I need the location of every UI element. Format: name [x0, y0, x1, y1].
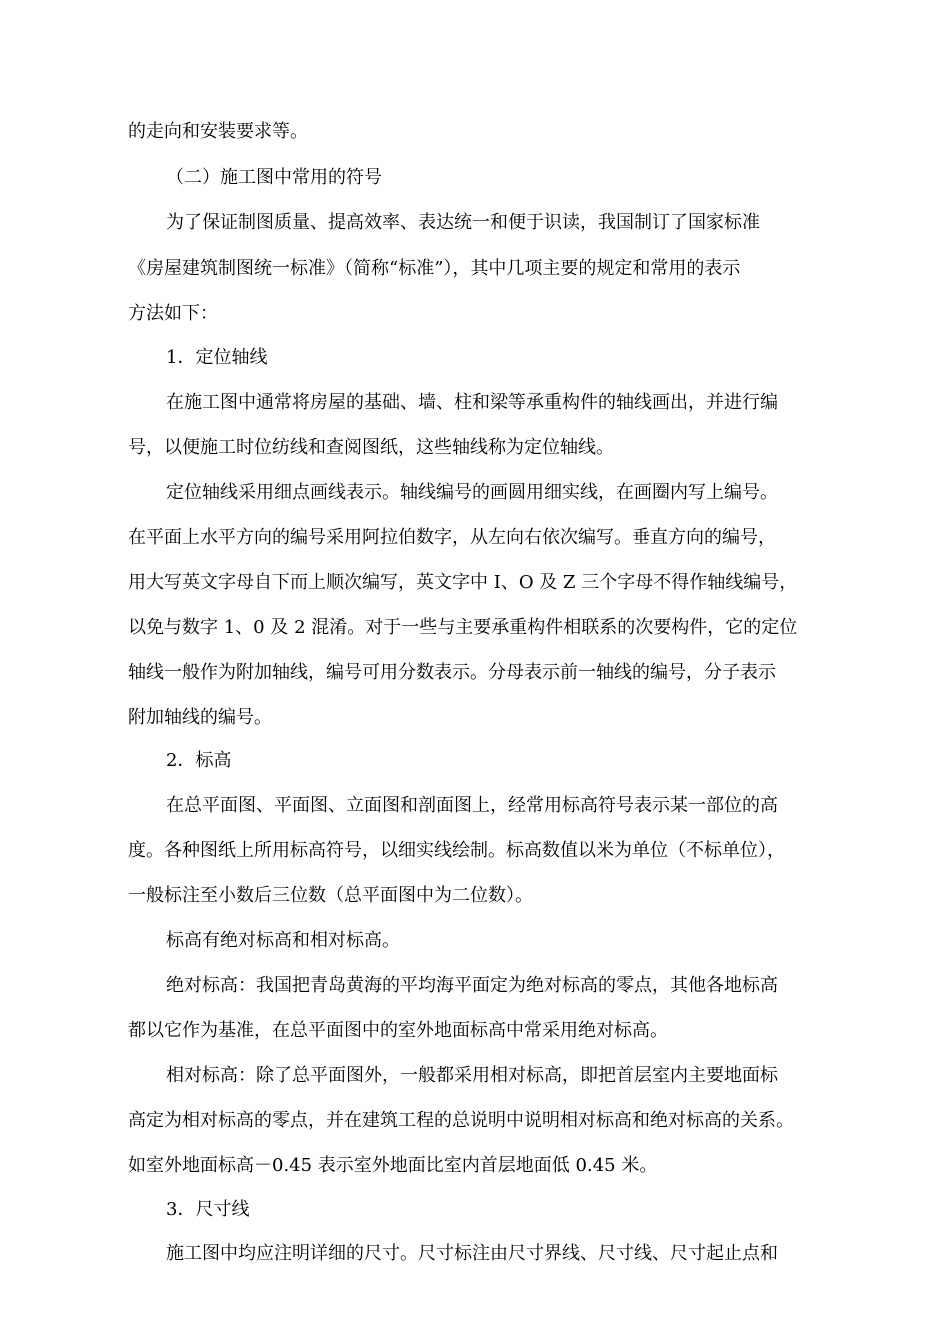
subsection-heading: 1．定位轴线 — [166, 347, 268, 368]
text-line: 一般标注至小数后三位数（总平面图中为二位数）。 — [128, 885, 533, 906]
text-line: 用大写英文字母自下而上顺次编写，英文字中 I、O 及 Z 三个字母不得作轴线编号， — [128, 572, 798, 593]
subsection-heading: 3．尺寸线 — [166, 1199, 250, 1220]
text-line: 在施工图中通常将房屋的基础、墙、柱和梁等承重构件的轴线画出，并进行编 — [166, 392, 778, 413]
subsection-heading: 2．标高 — [166, 750, 232, 771]
text-line: 定位轴线采用细点画线表示。轴线编号的画圆用细实线，在画圈内写上编号。 — [166, 482, 778, 503]
text-line: 绝对标高：我国把青岛黄海的平均海平面定为绝对标高的零点，其他各地标高 — [166, 975, 778, 996]
text-line: 号，以便施工时位纺线和查阅图纸，这些轴线称为定位轴线。 — [128, 437, 614, 458]
text-line: 如室外地面标高－0.45 表示室外地面比室内首层地面低 0.45 米。 — [128, 1155, 658, 1176]
text-line: 都以它作为基准，在总平面图中的室外地面标高中常采用绝对标高。 — [128, 1020, 668, 1041]
text-line: 轴线一般作为附加轴线，编号可用分数表示。分母表示前一轴线的编号，分子表示 — [128, 662, 776, 683]
text-line: 为了保证制图质量、提高效率、表达统一和便于识读，我国制订了国家标准 — [166, 212, 760, 233]
text-line: 高定为相对标高的零点，并在建筑工程的总说明中说明相对标高和绝对标高的关系。 — [128, 1110, 794, 1131]
text-line: 《房屋建筑制图统一标准》（简称“标准”），其中几项主要的规定和常用的表示 — [128, 258, 741, 279]
section-heading: （二）施工图中常用的符号 — [166, 167, 382, 188]
text-line: 的走向和安装要求等。 — [128, 121, 308, 142]
text-line: 标高有绝对标高和相对标高。 — [166, 930, 400, 951]
text-line: 以免与数字 1、0 及 2 混淆。对于一些与主要承重构件相联系的次要构件，它的定位 — [128, 617, 798, 638]
text-line: 相对标高：除了总平面图外，一般都采用相对标高，即把首层室内主要地面标 — [166, 1065, 778, 1086]
text-line: 度。各种图纸上所用标高符号，以细实线绘制。标高数值以米为单位（不标单位）， — [128, 840, 785, 861]
text-line: 方法如下： — [128, 303, 218, 324]
text-line: 附加轴线的编号。 — [128, 707, 272, 728]
text-line: 施工图中均应注明详细的尺寸。尺寸标注由尺寸界线、尺寸线、尺寸起止点和 — [166, 1243, 778, 1264]
text-line: 在总平面图、平面图、立面图和剖面图上，经常用标高符号表示某一部位的高 — [166, 795, 778, 816]
text-line: 在平面上水平方向的编号采用阿拉伯数字，从左向右依次编写。垂直方向的编号， — [128, 527, 776, 548]
